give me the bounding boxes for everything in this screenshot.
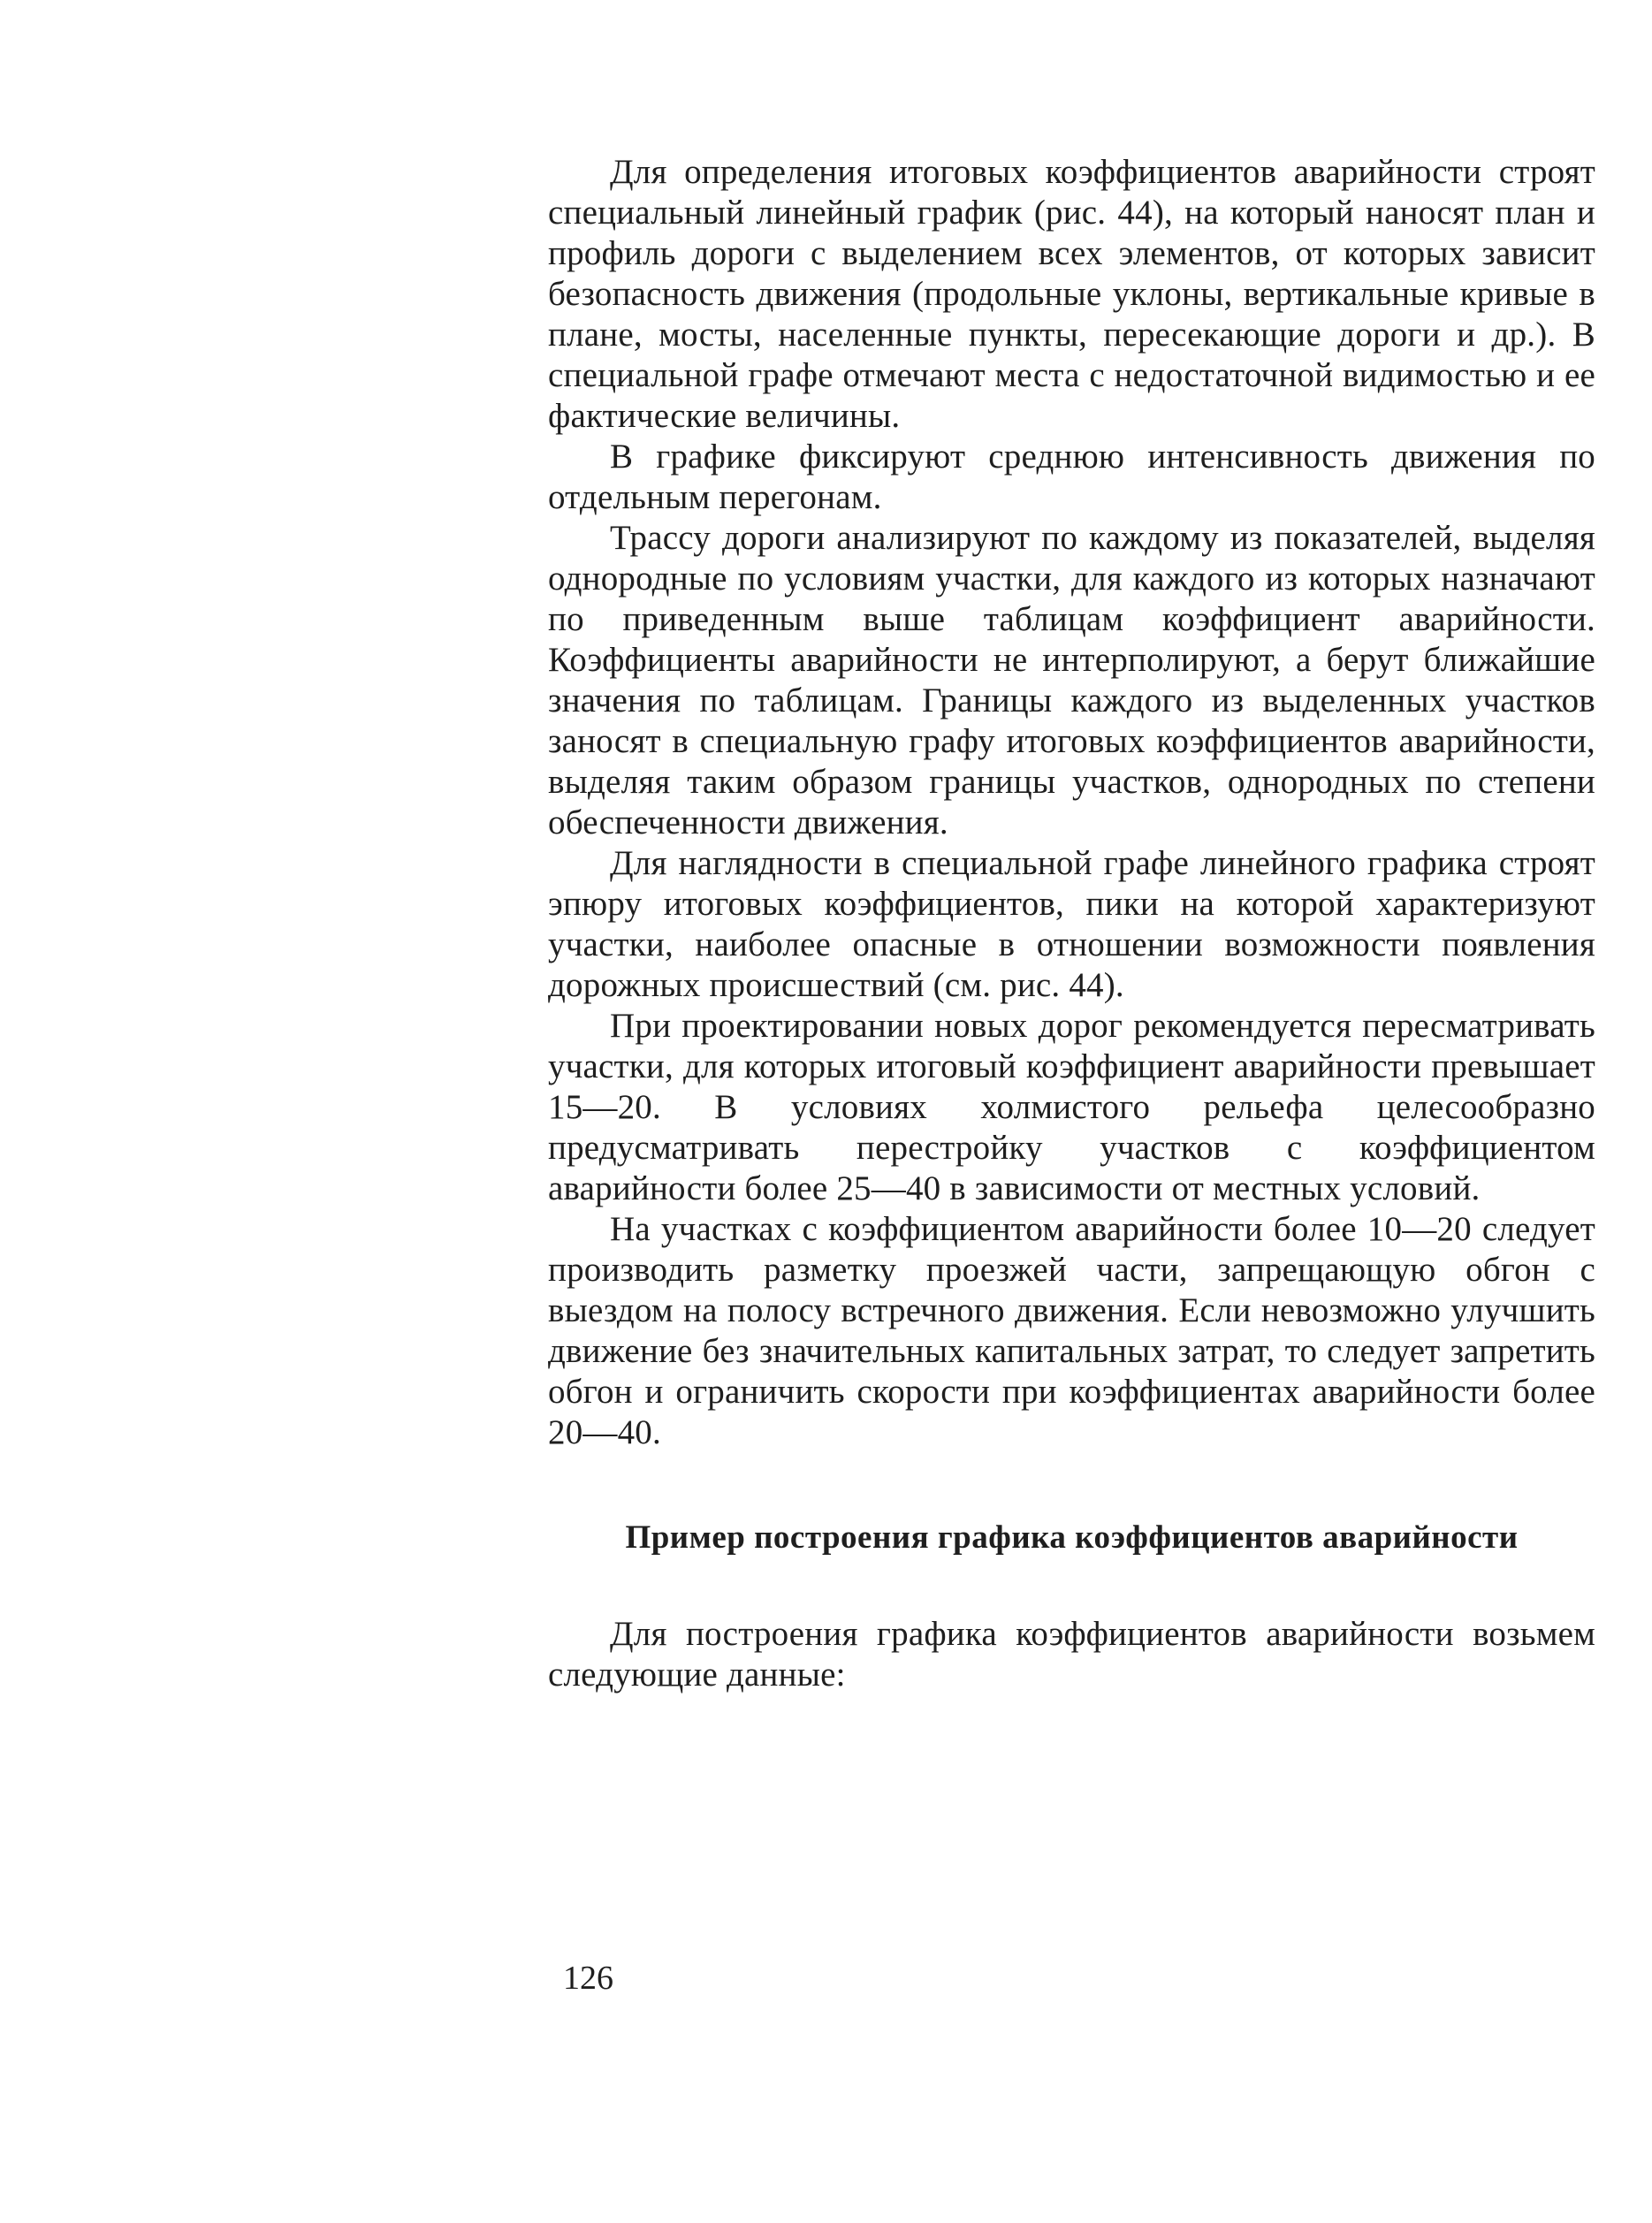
page-body — [548, 152, 1595, 1695]
paragraph: На участках с коэффициентом аварийности более 10—20 следует производить разметку проезжей части, запрещающую обгон с выездом на полосу встречного движения. Если невозможно улучшить движение без значительных капитальных затрат, то следует запретить обгон и ограничить скорости при коэффициентах аварийности более 20—40. — [548, 1210, 1595, 1451]
paragraph: Для наглядности в специальной графе линейного графика строят эпюру итоговых коэффициентов, пики на которой характеризуют участки, наиболее опасные в отношении возможности появления дорожных происшествий (см. рис. 44). — [548, 844, 1595, 1004]
paragraph: При проектировании новых дорог рекомендуется пересматривать участки, для которых итоговый коэффициент аварийности превышает 15—20. В условиях холмистого рельефа целесообразно предусматривать перестройку участков с коэффициентом аварийности более 25—40 в зависимости от местных условий. — [548, 1007, 1595, 1207]
paragraph: Для определения итоговых коэффициентов аварийности строят специальный линейный график (рис. 44), на который наносят план и профиль дороги с выделением всех элементов, от которых зависит безопасность движения (продольные уклоны, вертикальные кривые в плане, мосты, населенные пункты, пересекающие дороги и др.). В специальной графе отмечают места с недостаточной видимостью и ее фактические величины. — [548, 153, 1595, 435]
paragraph: В графике фиксируют среднюю интенсивность движения по отдельным перегонам. — [548, 438, 1595, 516]
page-number: 126 — [563, 1960, 613, 1997]
paragraph: Трассу дороги анализируют по каждому из показателей, выделяя однородные по условиям участки, для каждого из которых назначают по приведенным выше таблицам коэффициент аварийности. Коэффициенты аварийности не интерполируют, а берут ближайшие значения по таблицам. Границы каждого из выделенных участков заносят в специальную графу итоговых коэффициентов аварийности, выделяя таким образом границы участков, однородных по степени обеспеченности движения. — [548, 519, 1595, 841]
paragraph: Для построения графика коэффициентов аварийности возьмем следующие данные: — [548, 1615, 1595, 1694]
section-heading: Пример построения графика коэффициентов аварийности — [625, 1519, 1519, 1556]
